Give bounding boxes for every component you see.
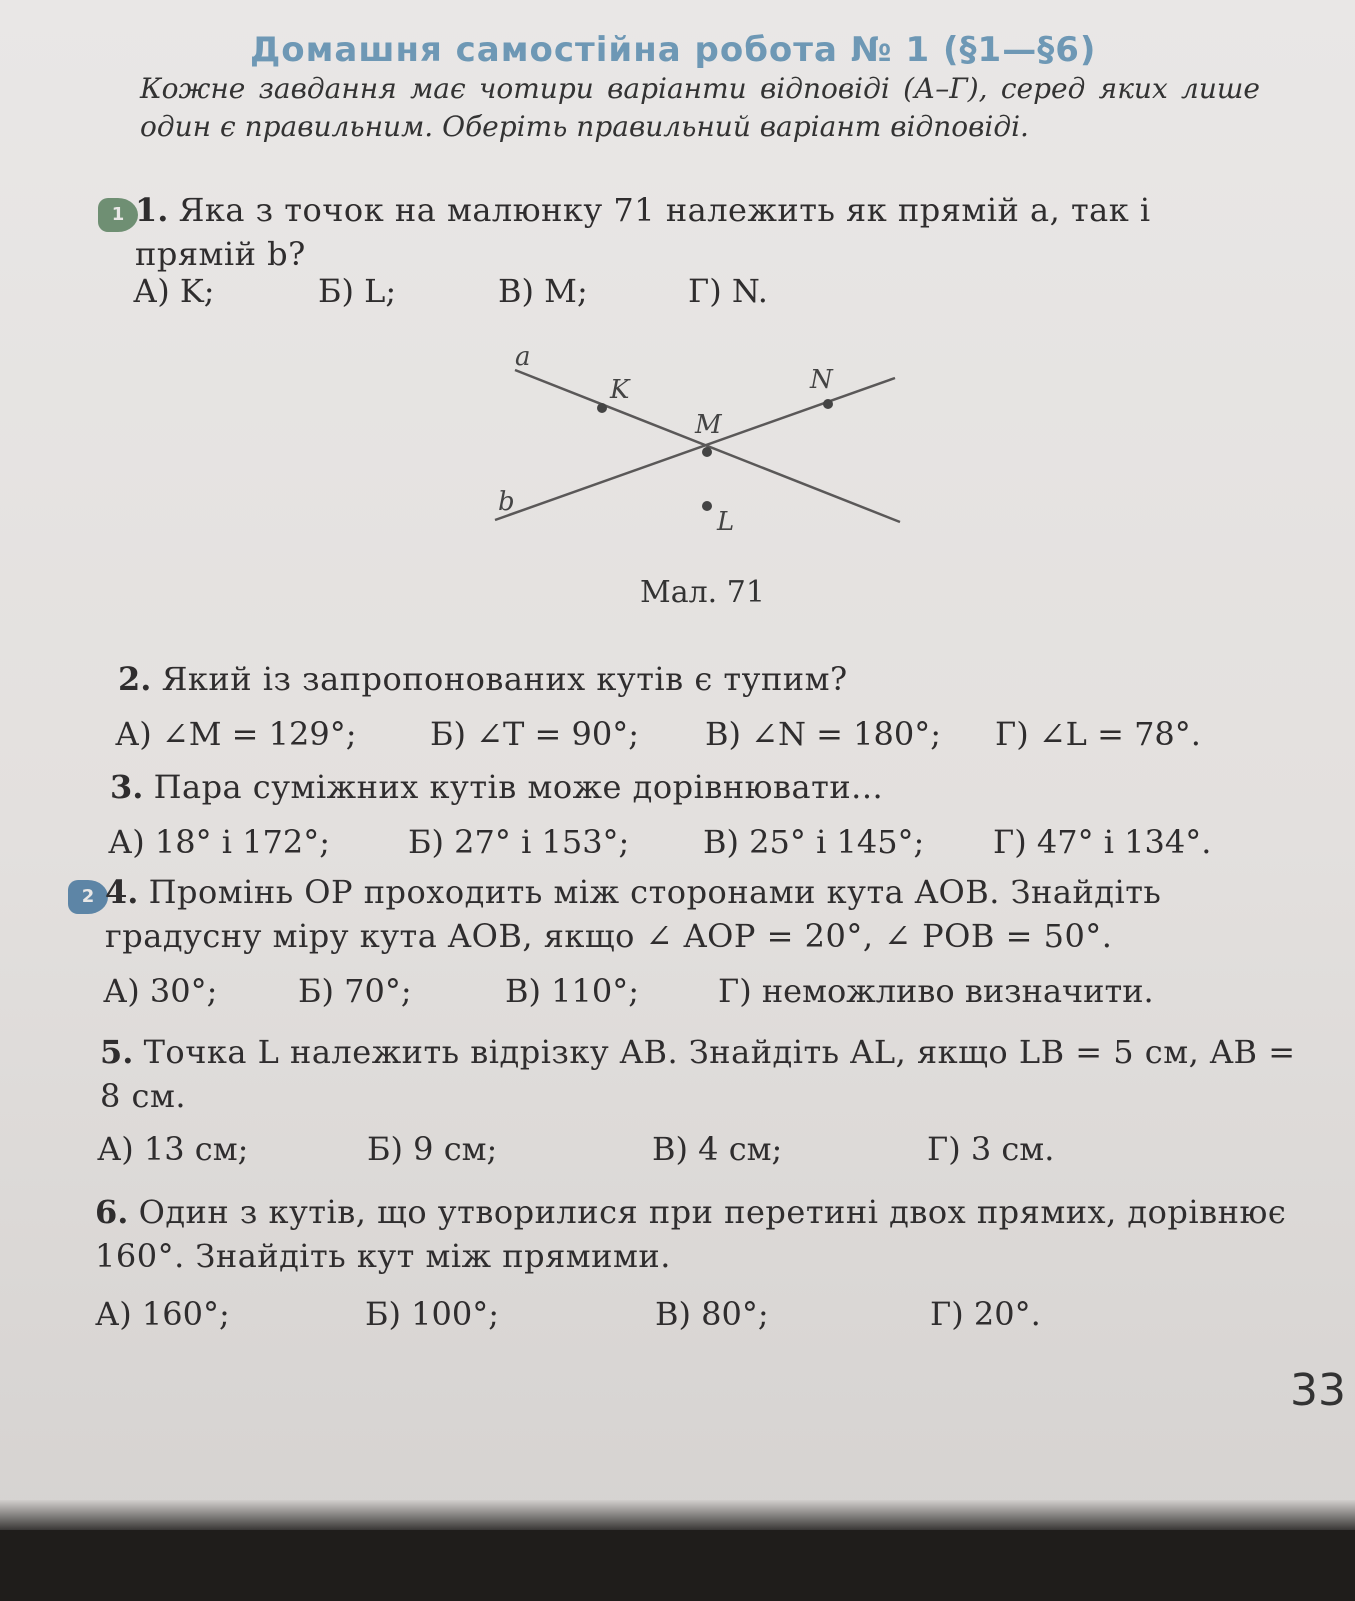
option-a[interactable]: А) K; xyxy=(133,272,215,310)
option-v[interactable]: В) M; xyxy=(498,272,588,310)
option-a[interactable]: А) 13 см; xyxy=(97,1130,249,1168)
page-edge xyxy=(0,1500,1355,1530)
question-number: 3. xyxy=(110,768,144,806)
option-b[interactable]: Б) 9 см; xyxy=(367,1130,498,1168)
point-n xyxy=(823,399,833,409)
option-a[interactable]: А) ∠M = 129°; xyxy=(115,715,357,753)
point-l xyxy=(702,501,712,511)
option-a[interactable]: А) 18° і 172°; xyxy=(108,823,331,861)
question-text: Промінь OP проходить між сторонами кута AOB. Знайдіть градусну міру кута AOB, якщо ∠ AOP = 20°, ∠ POB = 50°. xyxy=(105,873,1162,955)
option-b[interactable]: Б) 27° і 153°; xyxy=(408,823,630,861)
option-g[interactable]: Г) 3 см. xyxy=(927,1130,1055,1168)
label-k: K xyxy=(610,375,630,405)
question-number: 2. xyxy=(118,660,152,698)
option-v[interactable]: В) 4 см; xyxy=(652,1130,783,1168)
line-b xyxy=(495,378,895,520)
question-1 xyxy=(135,188,1245,276)
label-m: M xyxy=(695,410,722,440)
option-a[interactable]: А) 160°; xyxy=(95,1295,230,1333)
option-g[interactable]: Г) 20°. xyxy=(930,1295,1041,1333)
instructions: Кожне завдання має чотири варіанти відповіді (А–Г), серед яких лише один є правильним. Оберіть правильний варіант відповіді. xyxy=(140,72,1260,143)
line-a xyxy=(515,370,900,522)
option-g[interactable]: Г) ∠L = 78°. xyxy=(995,715,1201,753)
question-text: Пара суміжних кутів може дорівнювати... xyxy=(153,768,884,806)
page-number: 33 xyxy=(1290,1365,1346,1416)
level-badge-1: 1 xyxy=(98,198,138,232)
option-v[interactable]: В) 25° і 145°; xyxy=(703,823,925,861)
option-v[interactable]: В) 80°; xyxy=(655,1295,769,1333)
label-line-b: b xyxy=(498,487,515,517)
option-b[interactable]: Б) 100°; xyxy=(365,1295,500,1333)
level-badge-2: 2 xyxy=(68,880,108,914)
label-n: N xyxy=(810,365,833,395)
question-number: 1. xyxy=(135,191,169,229)
question-number: 4. xyxy=(105,873,139,911)
option-v[interactable]: В) 110°; xyxy=(505,972,640,1010)
question-number: 6. xyxy=(95,1193,129,1231)
question-3 xyxy=(110,765,1260,809)
question-text: Яка з точок на малюнку 71 належить як прямій a, так і прямій b? xyxy=(135,191,1151,273)
option-b[interactable]: Б) 70°; xyxy=(298,972,412,1010)
question-6 xyxy=(95,1190,1320,1278)
question-2 xyxy=(118,657,1268,701)
option-g[interactable]: Г) N. xyxy=(688,272,768,310)
option-b[interactable]: Б) L; xyxy=(318,272,397,310)
option-a[interactable]: А) 30°; xyxy=(103,972,218,1010)
question-5 xyxy=(100,1030,1315,1118)
point-m xyxy=(702,447,712,457)
page-title: Домашня самостійна робота № 1 (§1—§6) xyxy=(250,30,1097,70)
question-number: 5. xyxy=(100,1033,134,1071)
option-g[interactable]: Г) неможливо визначити. xyxy=(718,972,1154,1010)
figure-caption: Мал. 71 xyxy=(640,575,765,610)
option-b[interactable]: Б) ∠T = 90°; xyxy=(430,715,639,753)
point-k xyxy=(597,403,607,413)
option-v[interactable]: В) ∠N = 180°; xyxy=(705,715,941,753)
question-text: Який із запропонованих кутів є тупим? xyxy=(161,660,848,698)
question-text: Один з кутів, що утворилися при перетині двох прямих, дорівнює 160°. Знайдіть кут між прямими. xyxy=(95,1193,1287,1275)
figure-71 xyxy=(480,330,920,570)
question-4 xyxy=(105,870,1305,958)
question-text: Точка L належить відрізку AB. Знайдіть AL, якщо LB = 5 см, AB = 8 см. xyxy=(100,1033,1296,1115)
option-g[interactable]: Г) 47° і 134°. xyxy=(993,823,1212,861)
label-line-a: a xyxy=(515,342,531,372)
label-l: L xyxy=(717,507,735,537)
